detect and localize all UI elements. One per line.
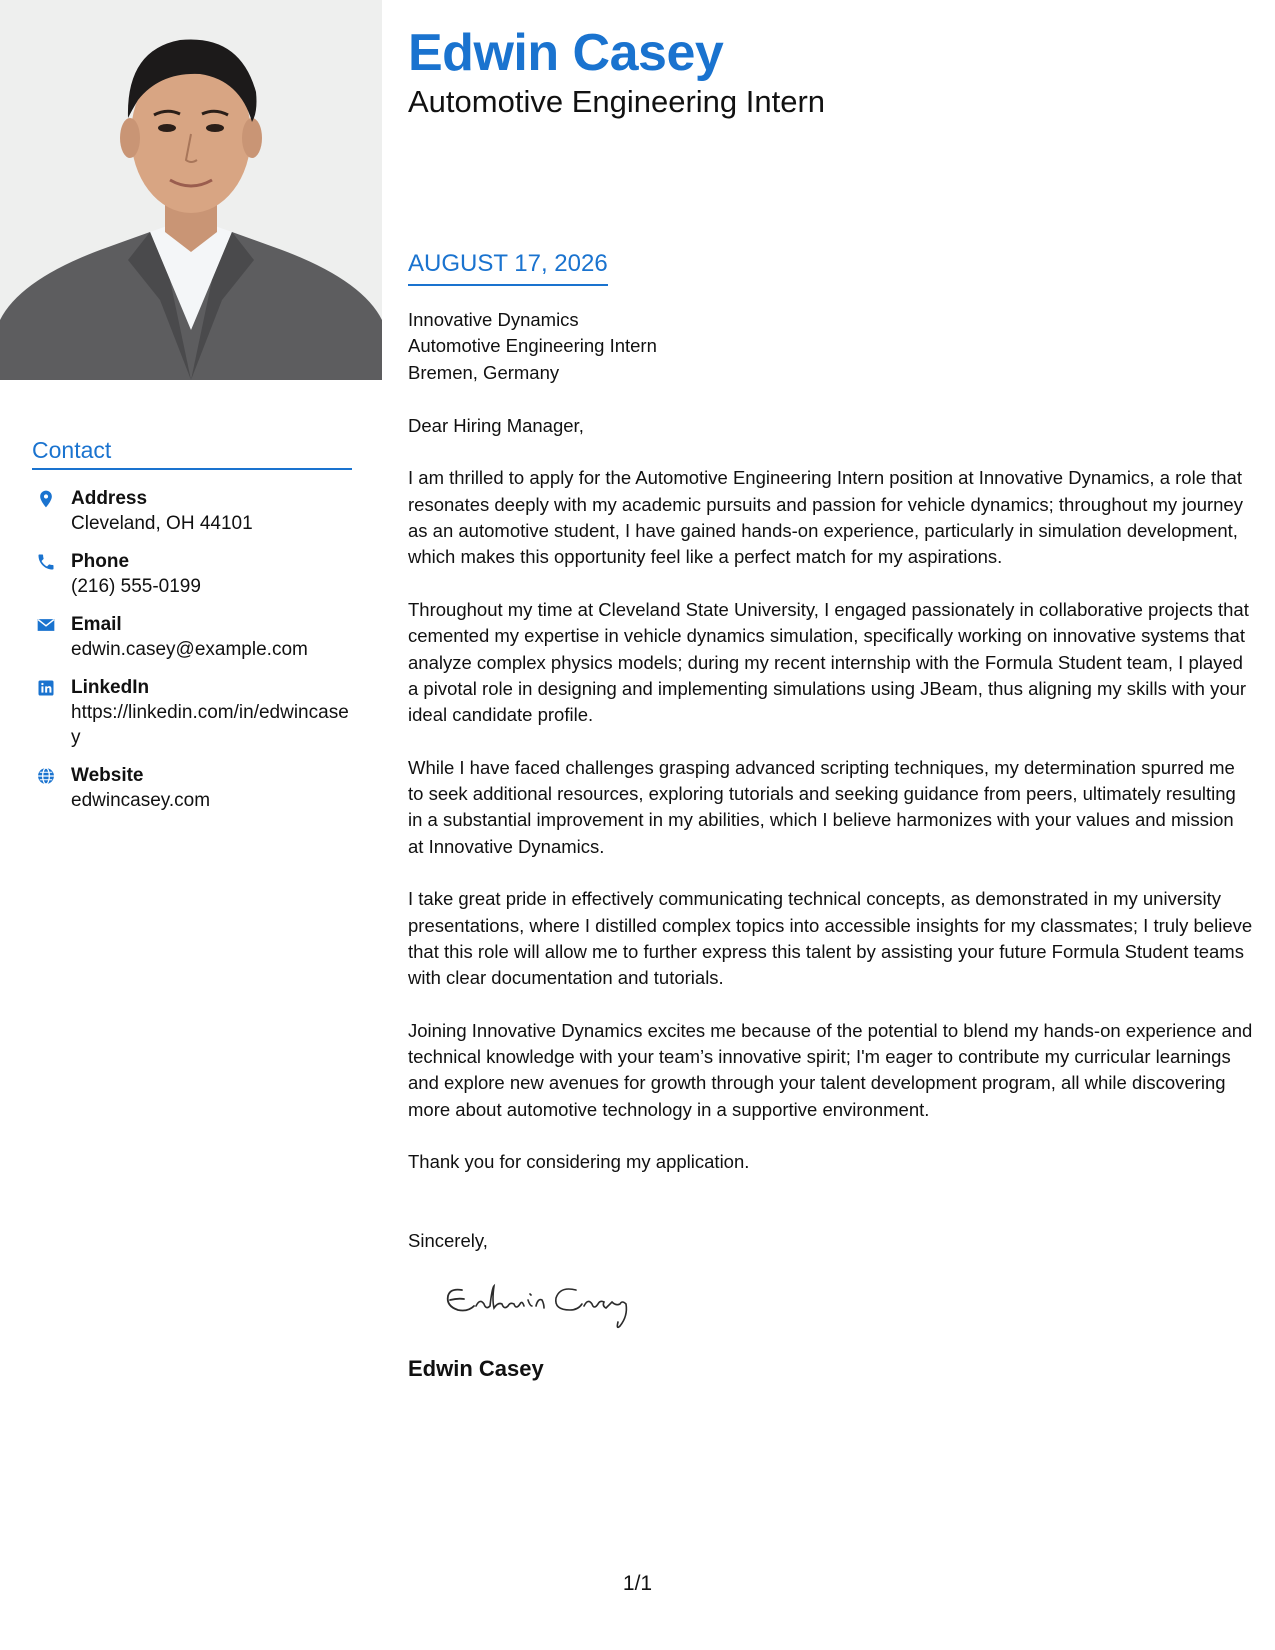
profile-photo — [0, 0, 382, 380]
contact-phone — [32, 549, 352, 599]
globe-icon — [36, 766, 56, 786]
recipient-location: Bremen, Germany — [408, 361, 560, 383]
contact-label: Address — [71, 488, 148, 509]
website-value[interactable]: edwincasey.com — [71, 790, 211, 811]
linkedin-icon — [36, 678, 56, 698]
applicant-name: Edwin Casey — [408, 24, 724, 82]
envelope-icon — [36, 615, 56, 635]
portrait-photo — [0, 0, 382, 380]
contact-linkedin — [32, 675, 352, 750]
letter-paragraph: While I have faced challenges grasping advanced scripting techniques, my determination spurred me to seek additional resources, exploring tutorials and seeking guidance from peers, ultimately resulting in a substantial improvement in my abilities, which I believe harmonizes with your values and mission at Innovative Dynamics. — [408, 756, 1236, 857]
email-value[interactable]: edwin.casey@example.com — [71, 639, 308, 660]
letter-body — [408, 307, 1253, 1382]
location-pin-icon — [36, 489, 56, 509]
page-number: 1/1 — [622, 1572, 653, 1595]
recipient-company: Innovative Dynamics — [408, 309, 579, 330]
contact-label: LinkedIn — [71, 677, 150, 698]
contact-section-title: Contact — [32, 437, 352, 470]
letter-paragraph: I am thrilled to apply for the Automotive Engineering Intern position at Innovative Dynamics, a role that resonates deeply with my academic pursuits and passion for vehicle dynamics; throughout my journey as an automotive student, I have gained hands-on experience, particularly in simulation development, which makes this opportunity feel like a perfect match for my aspirations. — [408, 467, 1243, 568]
contact-email — [32, 612, 352, 662]
phone-value: (216) 555-0199 — [71, 576, 201, 597]
applicant-title: Automotive Engineering Intern — [408, 84, 826, 119]
recipient-block — [408, 307, 1253, 386]
contact-section — [32, 437, 352, 826]
closing: Sincerely, — [408, 1229, 488, 1251]
letter-paragraph: Thank you for considering my application. — [408, 1151, 750, 1173]
contact-label: Email — [71, 614, 122, 635]
recipient-position: Automotive Engineering Intern — [408, 335, 657, 357]
signer-name: Edwin Casey — [408, 1355, 544, 1381]
contact-address — [32, 486, 352, 536]
linkedin-value[interactable]: https://linkedin.com/in/edwincasey — [71, 702, 349, 748]
letter-paragraph: Joining Innovative Dynamics excites me because of the potential to blend my hands-on experience and technical knowledge with your team’s innovative spirit; I'm eager to contribute my curricular learnings and explore new avenues for growth through your talent development program, all while discovering more about automotive technology in a supportive environment. — [408, 1019, 1253, 1120]
contact-label: Phone — [71, 551, 130, 572]
contact-website — [32, 763, 352, 813]
address-value: Cleveland, OH 44101 — [71, 513, 253, 534]
handwritten-signature — [440, 1276, 640, 1334]
letter-paragraph: Throughout my time at Cleveland State University, I engaged passionately in collaborative projects that cemented my expertise in vehicle dynamics simulation, specifically working on innovative systems that analyze complex physics models; during my recent internship with the Formula Student team, I played a pivotal role in designing and implementing simulations using JBeam, thus aligning my skills with your ideal candidate profile. — [408, 598, 1249, 726]
header — [408, 22, 1253, 120]
salutation: Dear Hiring Manager, — [408, 414, 584, 436]
letter-date: AUGUST 17, 2026 — [408, 249, 608, 286]
contact-label: Website — [71, 765, 144, 786]
letter-paragraph: I take great pride in effectively communicating technical concepts, as demonstrated in my university presentations, where I distilled complex topics into accessible insights for my classmates; I truly believe that this role will allow me to further express this talent by assisting your future Formula Student teams with clear documentation and tutorials. — [408, 888, 1253, 989]
phone-icon — [36, 552, 56, 572]
